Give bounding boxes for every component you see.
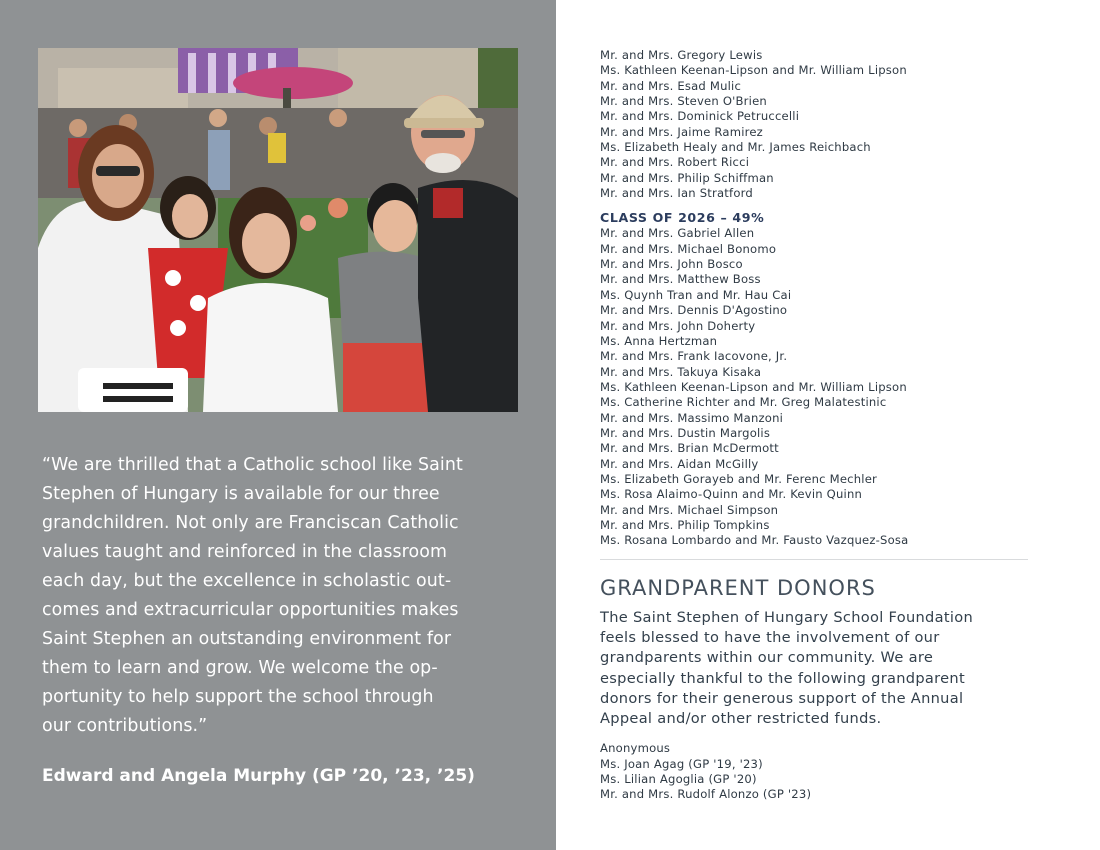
- intro-line: grandparents within our community. We are: [600, 649, 934, 667]
- quote-line: grandchildren. Not only are Franciscan Catholic: [42, 513, 459, 533]
- testimonial-quote: [42, 451, 512, 741]
- list-item: Mr. and Mrs. Philip Tompkins: [600, 517, 770, 532]
- list-item: Mr. and Mrs. Rudolf Alonzo (GP '23): [600, 787, 812, 802]
- intro-line: especially thankful to the following grandparent: [600, 669, 966, 687]
- grandparent-donor-list: [600, 741, 1040, 802]
- list-item: Ms. Kathleen Keenan-Lipson and Mr. William Lipson: [600, 379, 907, 394]
- list-item: Mr. and Mrs. Takuya Kisaka: [600, 364, 762, 379]
- list-item: Mr. and Mrs. Dustin Margolis: [600, 425, 771, 440]
- list-item: Mr. and Mrs. Gregory Lewis: [600, 48, 763, 62]
- prior-class-donor-list: [600, 48, 1040, 201]
- list-item: Ms. Anna Hertzman: [600, 333, 718, 348]
- list-item: Ms. Kathleen Keenan-Lipson and Mr. William Lipson: [600, 63, 907, 78]
- intro-line: feels blessed to have the involvement of our: [600, 628, 940, 646]
- list-item: Mr. and Mrs. Frank Iacovone, Jr.: [600, 349, 788, 364]
- list-item: Mr. and Mrs. Matthew Boss: [600, 272, 761, 287]
- list-item: Mr. and Mrs. Brian McDermott: [600, 441, 779, 456]
- list-item: Mr. and Mrs. Ian Stratford: [600, 186, 753, 201]
- list-item: Mr. and Mrs. Gabriel Allen: [600, 226, 755, 241]
- list-item: Mr. and Mrs. Dennis D'Agostino: [600, 303, 788, 318]
- list-item: Mr. and Mrs. John Bosco: [600, 257, 743, 272]
- family-photo-illustration: [38, 48, 518, 412]
- section-divider: [600, 559, 1028, 560]
- donor-listing: [600, 48, 1040, 803]
- list-item: Ms. Lilian Agoglia (GP '20): [600, 772, 757, 787]
- family-photo: [38, 48, 518, 412]
- quote-attribution: Edward and Angela Murphy (GP ’20, ’23, ’25): [42, 766, 475, 786]
- quote-line: comes and extracurricular opportunities makes: [42, 600, 459, 620]
- list-item: Ms. Catherine Richter and Mr. Greg Malatestinic: [600, 395, 887, 410]
- list-item: Mr. and Mrs. Esad Mulic: [600, 78, 742, 93]
- grandparent-donors-heading: GRANDPARENT DONORS: [600, 575, 876, 600]
- quote-line: Stephen of Hungary is available for our three: [42, 484, 440, 504]
- list-item: Mr. and Mrs. Aidan McGilly: [600, 456, 759, 471]
- quote-line: them to learn and grow. We welcome the op-: [42, 658, 438, 678]
- list-item: Mr. and Mrs. Michael Simpson: [600, 502, 779, 517]
- intro-line: Appeal and/or other restricted funds.: [600, 710, 882, 728]
- quote-line: portunity to help support the school through: [42, 687, 434, 707]
- list-item: Mr. and Mrs. Jaime Ramirez: [600, 124, 763, 139]
- class-2026-heading: CLASS OF 2026 – 49%: [600, 210, 765, 226]
- quote-line: each day, but the excellence in scholastic out-: [42, 571, 452, 591]
- list-item: Mr. and Mrs. Massimo Manzoni: [600, 410, 784, 425]
- quote-line: values taught and reinforced in the classroom: [42, 542, 448, 562]
- intro-line: donors for their generous support of the Annual: [600, 689, 964, 707]
- list-item: Ms. Rosa Alaimo-Quinn and Mr. Kevin Quinn: [600, 487, 863, 502]
- class-2026-donor-list: [600, 226, 1040, 548]
- list-item: Mr. and Mrs. Michael Bonomo: [600, 241, 777, 256]
- list-item: Mr. and Mrs. Philip Schiffman: [600, 170, 774, 185]
- list-item: Mr. and Mrs. Dominick Petruccelli: [600, 109, 800, 124]
- list-item: Ms. Joan Agag (GP '19, '23): [600, 756, 763, 771]
- list-item: Ms. Elizabeth Healy and Mr. James Reichbach: [600, 140, 871, 155]
- quote-line: our contributions.”: [42, 716, 208, 736]
- grandparent-donors-intro: [600, 608, 1040, 730]
- list-item: Mr. and Mrs. Steven O'Brien: [600, 94, 767, 109]
- quote-line: Saint Stephen an outstanding environment for: [42, 629, 452, 649]
- list-item: Anonymous: [600, 741, 671, 756]
- list-item: Mr. and Mrs. John Doherty: [600, 318, 756, 333]
- list-item: Ms. Rosana Lombardo and Mr. Fausto Vazquez-Sosa: [600, 533, 909, 548]
- list-item: Ms. Elizabeth Gorayeb and Mr. Ferenc Mechler: [600, 471, 878, 486]
- list-item: Mr. and Mrs. Robert Ricci: [600, 155, 750, 170]
- intro-line: The Saint Stephen of Hungary School Foundation: [600, 608, 974, 626]
- list-item: Ms. Quynh Tran and Mr. Hau Cai: [600, 287, 792, 302]
- quote-line: “We are thrilled that a Catholic school like Saint: [42, 455, 463, 475]
